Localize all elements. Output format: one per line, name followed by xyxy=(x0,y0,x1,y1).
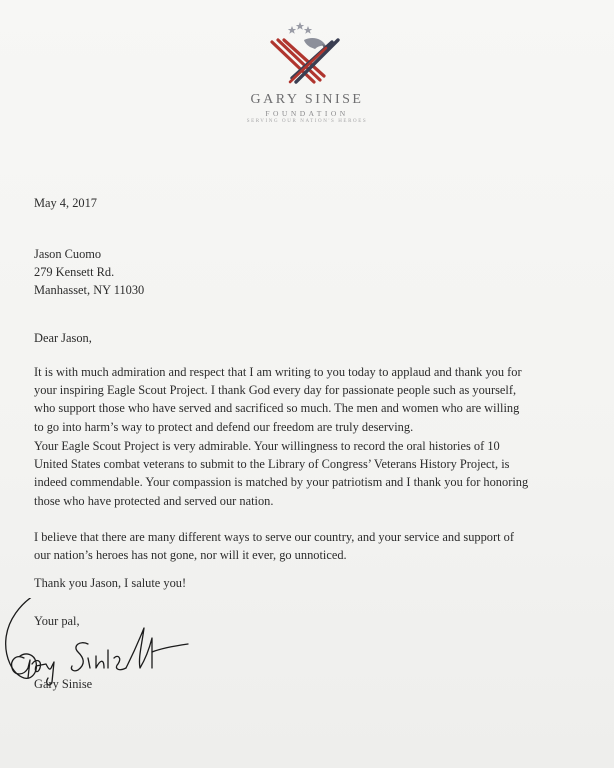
org-tagline: SERVING OUR NATION'S HEROES xyxy=(246,119,368,124)
paragraph-line: those who have protected and served our nation. xyxy=(34,493,274,508)
paragraph-1 xyxy=(34,363,582,436)
salutation: Dear Jason, xyxy=(34,331,92,345)
recipient-street: 279 Kensett Rd. xyxy=(34,265,115,280)
org-name: GARY SINISE xyxy=(250,92,364,107)
recipient-city: Manhasset, NY 11030 xyxy=(34,283,145,298)
org-subtitle: FOUNDATION xyxy=(265,109,349,118)
letterhead xyxy=(0,18,614,124)
paragraph-line: indeed commendable. Your compassion is matched by your patriotism and I thank you for honoring xyxy=(34,475,529,490)
paragraph-line: to go into harm’s way to protect and defend our freedom are truly deserving. xyxy=(34,419,414,434)
paragraph-line: our nation’s heroes has not gone, nor will it ever, go unnoticed. xyxy=(34,548,347,563)
closing-line: Thank you Jason, I salute you! xyxy=(34,576,187,590)
paragraph-2 xyxy=(34,437,582,510)
paragraph-line: your inspiring Eagle Scout Project. I thank God every day for passionate people such as yourself, xyxy=(34,383,517,398)
paragraph-line: I believe that there are many different ways to serve our country, and your service and support of xyxy=(34,530,514,544)
letter-date: May 4, 2017 xyxy=(34,196,97,210)
recipient-address xyxy=(34,245,582,300)
printed-name: Gary Sinise xyxy=(34,677,93,691)
eagle-flag-icon xyxy=(252,18,362,88)
paragraph-line: who support those who have served and sacrificed so much. The men and women who are willing xyxy=(34,401,520,416)
paragraph-line: Your Eagle Scout Project is very admirable. Your willingness to record the oral histories of 10 xyxy=(34,439,500,453)
paragraph-line: It is with much admiration and respect that I am writing to you today to applaud and thank you for xyxy=(34,365,522,379)
paragraph-3 xyxy=(34,528,582,564)
valediction: Your pal, xyxy=(34,614,80,628)
signature-mark xyxy=(2,598,202,686)
paragraph-line: United States combat veterans to submit to the Library of Congress’ Veterans History Project, is xyxy=(34,457,510,472)
recipient-name: Jason Cuomo xyxy=(34,247,102,261)
